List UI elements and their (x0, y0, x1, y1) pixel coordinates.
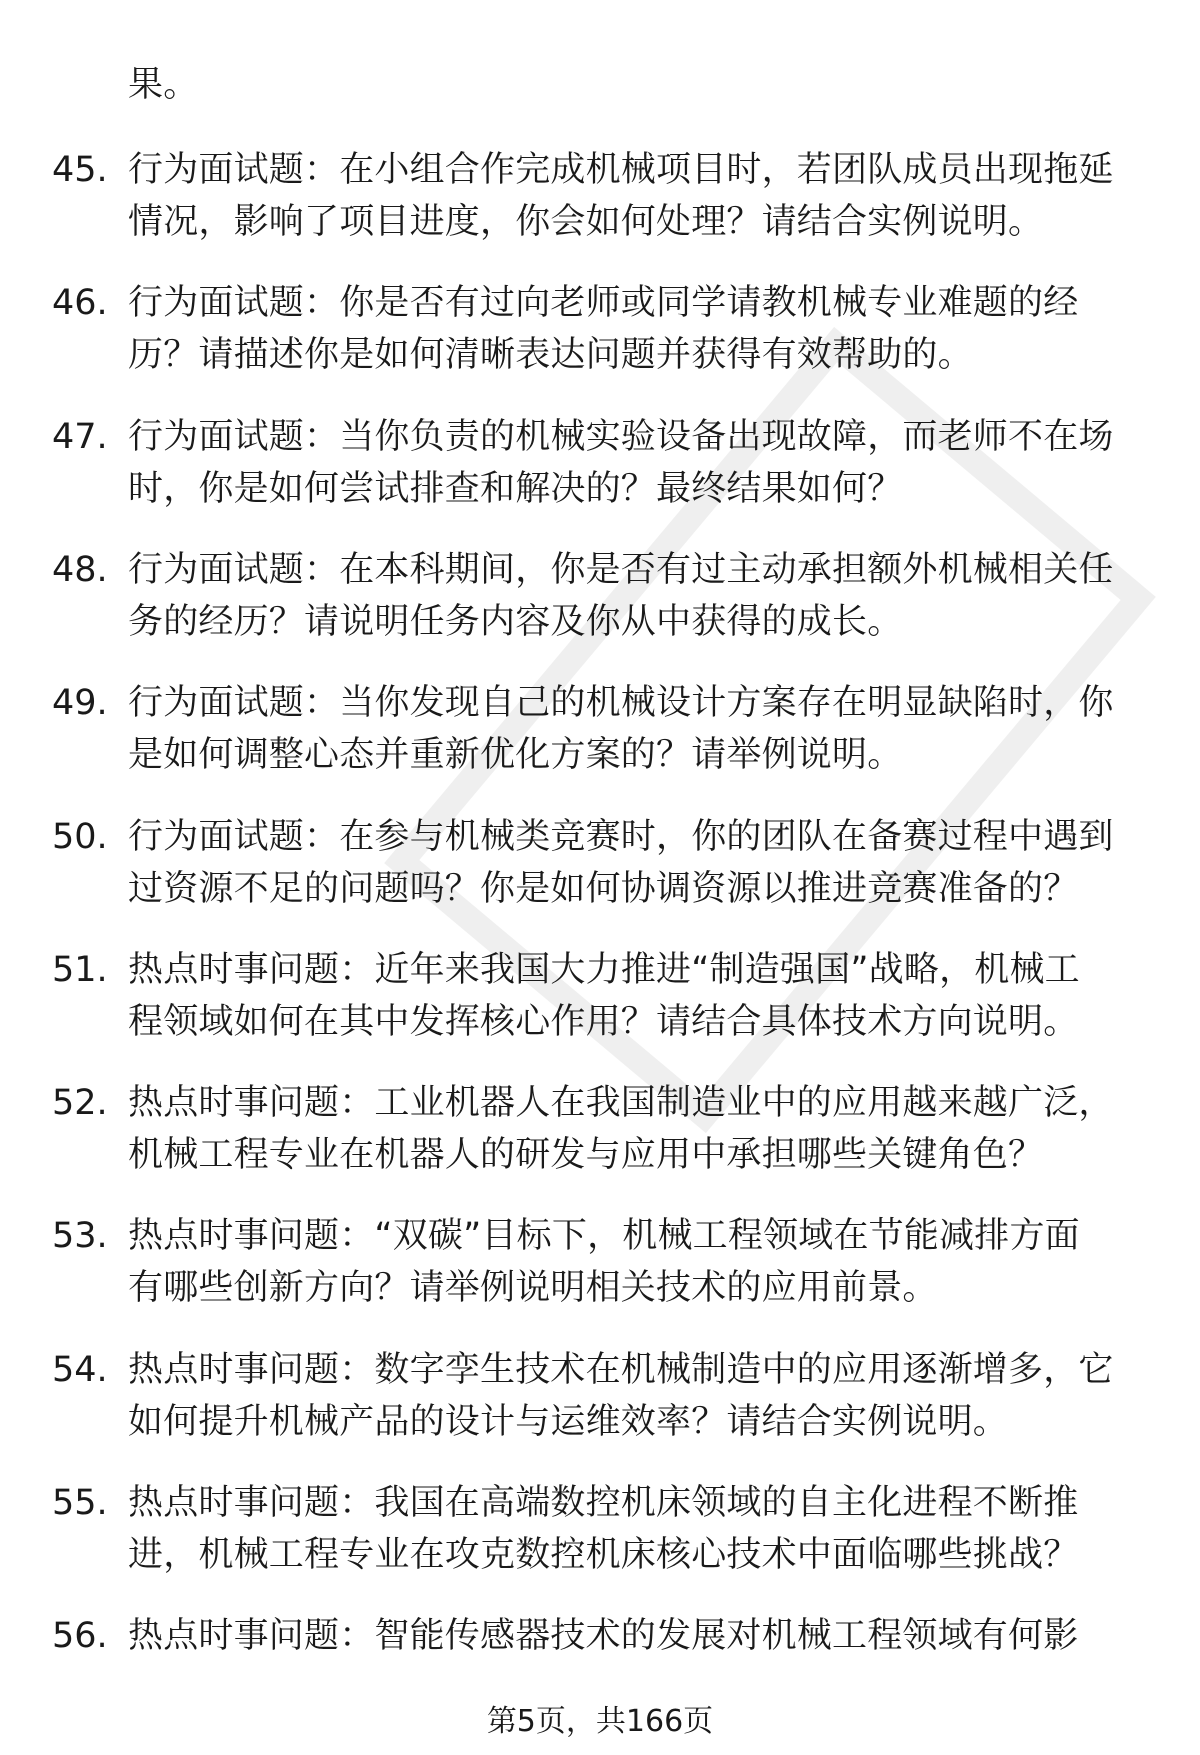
question-text-line: 程领域如何在其中发挥核心作用？请结合具体技术方向说明。 (128, 1001, 1079, 1042)
question-text-line: 行为面试题：在参与机械类竞赛时，你的团队在备赛过程中遇到 (128, 816, 1114, 857)
question-number: 51. (52, 949, 108, 990)
question-text-line: 行为面试题：你是否有过向老师或同学请教机械专业难题的经 (128, 283, 1079, 324)
question-text-line: 热点时事问题：数字孪生技术在机械制造中的应用逐渐增多，它 (128, 1349, 1114, 1390)
question-number: 48. (52, 549, 108, 590)
question-text-line: 热点时事问题：“双碳”目标下，机械工程领域在节能减排方面 (128, 1216, 1080, 1257)
question-text-line: 热点时事问题：我国在高端数控机床领域的自主化进程不断推 (128, 1483, 1079, 1523)
question-text-line: 有哪些创新方向？请举例说明相关技术的应用前景。 (128, 1268, 938, 1309)
question-number: 54. (52, 1349, 108, 1390)
question-number: 56. (52, 1616, 108, 1657)
question-number: 49. (52, 683, 108, 724)
question-number: 55. (52, 1483, 108, 1523)
page-footer: 第5页，共166页 (486, 1704, 714, 1739)
question-number: 45. (52, 150, 108, 190)
question-text-line: 是如何调整心态并重新优化方案的？请举例说明。 (128, 735, 903, 776)
question-text-line: 热点时事问题：近年来我国大力推进“制造强国”战略，机械工 (128, 949, 1080, 990)
question-text-line: 热点时事问题：工业机器人在我国制造业中的应用越来越广泛， (128, 1083, 1114, 1124)
question-text-line: 行为面试题：当你负责的机械实验设备出现故障，而老师不在场 (128, 416, 1114, 457)
question-text-line: 务的经历？请说明任务内容及你从中获得的成长。 (128, 601, 903, 642)
question-number: 46. (52, 283, 108, 324)
question-text-line: 行为面试题：当你发现自己的机械设计方案存在明显缺陷时，你 (128, 683, 1114, 724)
question-text-line: 热点时事问题：智能传感器技术的发展对机械工程领域有何影 (128, 1616, 1079, 1657)
question-number: 47. (52, 416, 108, 457)
question-text-line: 历？请描述你是如何清晰表达问题并获得有效帮助的。 (128, 335, 973, 376)
question-number: 52. (52, 1083, 108, 1124)
question-text-line: 行为面试题：在本科期间，你是否有过主动承担额外机械相关任 (128, 549, 1114, 590)
question-number: 50. (52, 816, 108, 857)
question-text-line: 机械工程专业在机器人的研发与应用中承担哪些关键角色？ (128, 1135, 1044, 1176)
question-text-line: 过资源不足的问题吗？你是如何协调资源以推进竞赛准备的？ (128, 868, 1079, 909)
question-text-line: 情况，影响了项目进度，你会如何处理？请结合实例说明。 (128, 202, 1044, 242)
continuation-text: 果。 (128, 65, 199, 105)
question-text-line: 进，机械工程专业在攻克数控机床核心技术中面临哪些挑战？ (128, 1535, 1079, 1575)
question-number: 53. (52, 1216, 108, 1257)
question-text-line: 如何提升机械产品的设计与运维效率？请结合实例说明。 (128, 1401, 1009, 1442)
question-text-line: 时，你是如何尝试排查和解决的？最终结果如何？ (128, 468, 903, 509)
question-text-line: 行为面试题：在小组合作完成机械项目时，若团队成员出现拖延 (128, 150, 1114, 190)
